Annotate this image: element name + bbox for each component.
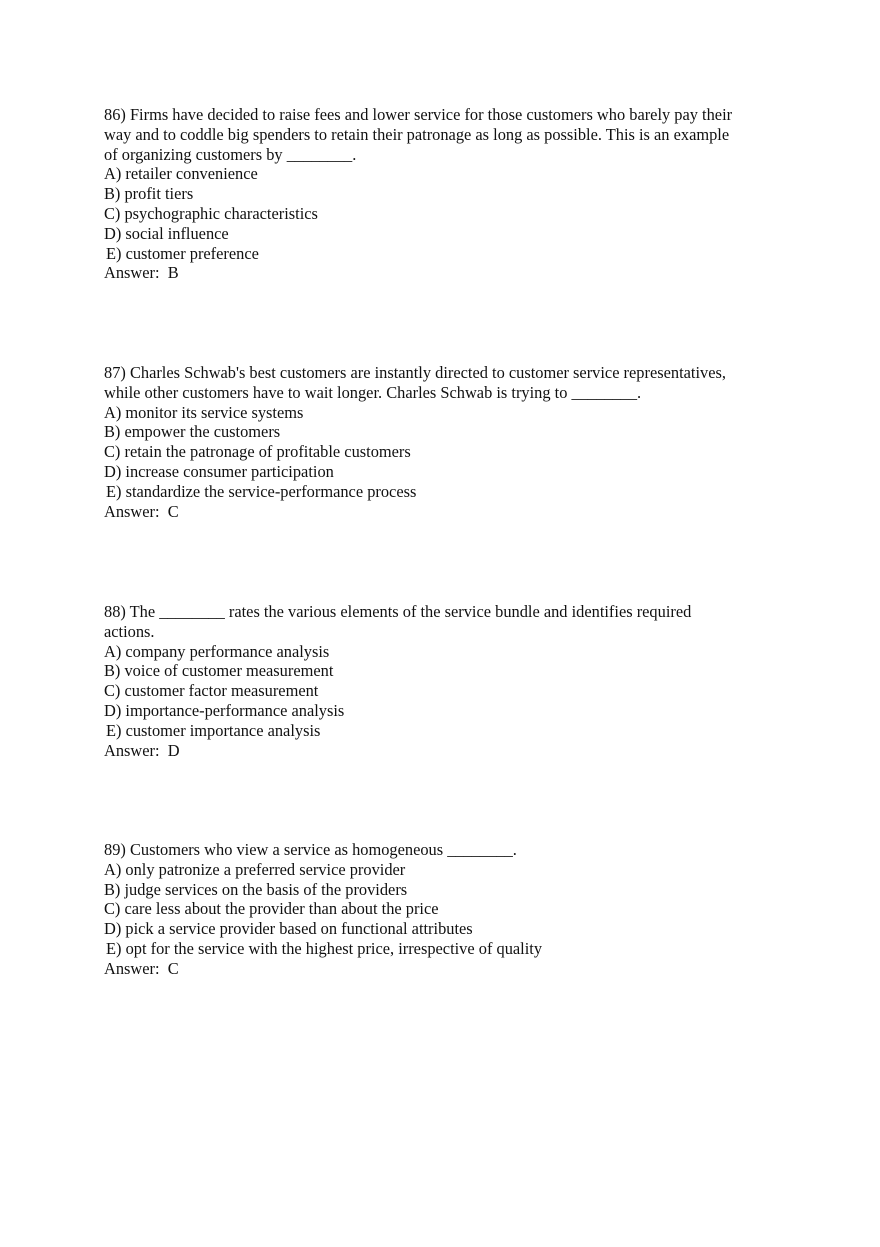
option-b: B) judge services on the basis of the providers: [104, 879, 408, 899]
option-b: B) voice of customer measurement: [104, 661, 334, 681]
question-89: [104, 840, 784, 979]
question-88: [104, 602, 784, 760]
stem-line: 88) The ________ rates the various elements of the service bundle and identifies required: [104, 602, 692, 621]
option-e: E) customer importance analysis: [106, 720, 321, 740]
stem-line: 89) Customers who view a service as homogeneous ________.: [104, 840, 517, 859]
option-d: D) social influence: [104, 223, 229, 243]
answer-line: Answer: C: [104, 958, 179, 978]
stem-line: way and to coddle big spenders to retain their patronage as long as possible. This is an example: [104, 124, 730, 144]
answer-line: Answer: C: [104, 501, 179, 521]
option-c: C) customer factor measurement: [104, 681, 319, 701]
option-e: E) standardize the service-performance process: [106, 481, 417, 501]
option-d: D) importance-performance analysis: [104, 700, 345, 720]
question-stem: [104, 363, 784, 403]
option-e: E) opt for the service with the highest price, irrespective of quality: [106, 938, 543, 958]
option-e: E) customer preference: [106, 243, 259, 263]
option-a: A) only patronize a preferred service provider: [104, 859, 406, 879]
option-a: A) monitor its service systems: [104, 402, 304, 422]
stem-line: 87) Charles Schwab's best customers are instantly directed to customer service representatives,: [104, 363, 726, 382]
answer-line: Answer: D: [104, 740, 180, 760]
option-a: A) retailer convenience: [104, 164, 258, 184]
option-a: A) company performance analysis: [104, 641, 330, 661]
answer-line: Answer: B: [104, 263, 179, 283]
stem-line: of organizing customers by ________.: [104, 144, 357, 164]
question-stem: [104, 105, 784, 164]
option-c: C) retain the patronage of profitable customers: [104, 442, 411, 462]
question-stem: [104, 602, 784, 642]
question-86: [104, 105, 784, 283]
option-d: D) increase consumer participation: [104, 461, 334, 481]
option-b: B) empower the customers: [104, 422, 281, 442]
question-87: [104, 363, 784, 521]
option-b: B) profit tiers: [104, 184, 194, 204]
option-c: C) care less about the provider than about the price: [104, 899, 439, 919]
option-d: D) pick a service provider based on functional attributes: [104, 919, 473, 939]
question-stem: [104, 840, 784, 860]
stem-line: while other customers have to wait longer. Charles Schwab is trying to ________.: [104, 382, 642, 402]
stem-line: actions.: [104, 621, 155, 641]
option-c: C) psychographic characteristics: [104, 203, 318, 223]
stem-line: 86) Firms have decided to raise fees and lower service for those customers who barely pay their: [104, 105, 733, 124]
